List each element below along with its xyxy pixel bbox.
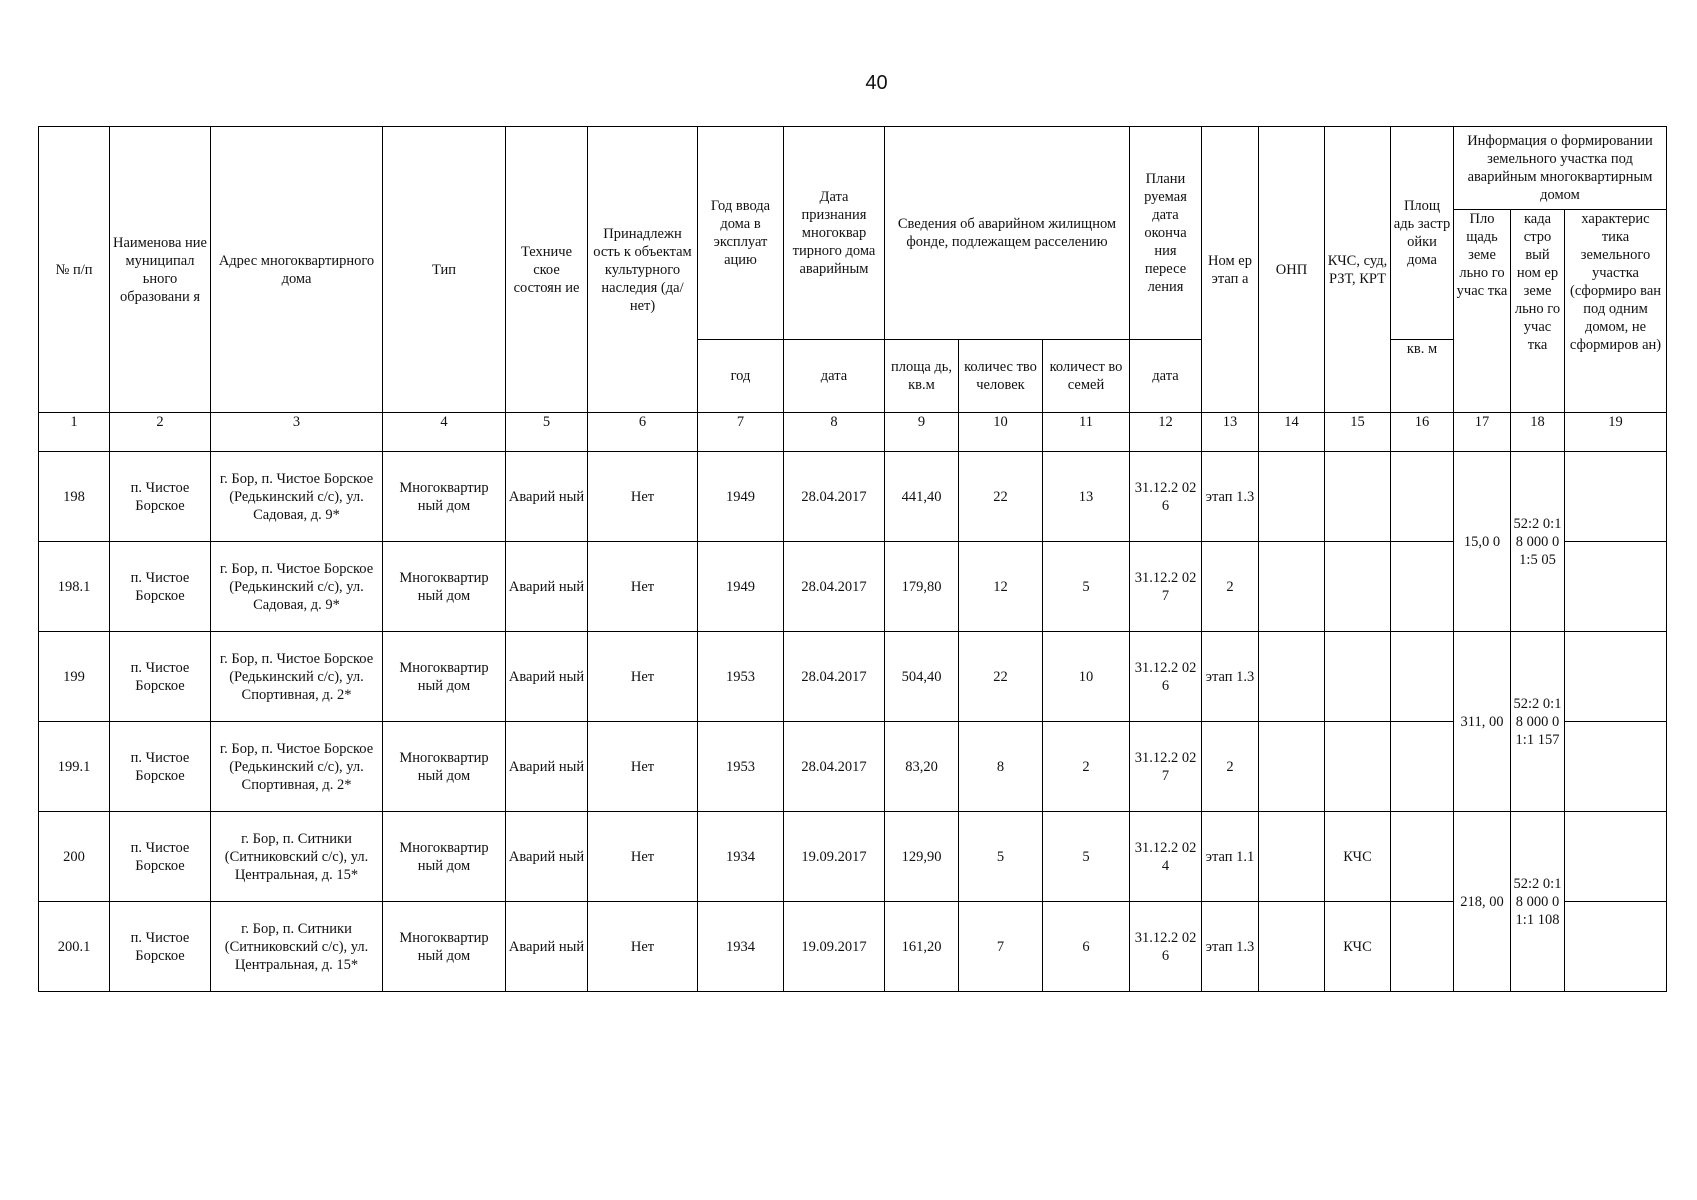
header-planned-date: Плани руемая дата оконча ния пересе ления xyxy=(1130,127,1202,340)
table-row xyxy=(39,632,1667,722)
cell-kchs xyxy=(1325,632,1391,722)
cell-municipality: п. Чистое Борское xyxy=(110,722,211,812)
cell-technical-state: Аварий ный xyxy=(506,722,588,812)
header-address: Адрес многоквартирного дома xyxy=(211,127,383,413)
unit-people: количес тво человек xyxy=(959,340,1043,413)
cell-address: г. Бор, п. Чистое Борское (Редькинский с/с), ул. Садовая, д. 9* xyxy=(211,452,383,542)
table-row xyxy=(39,452,1667,542)
cell-commission-year: 1949 xyxy=(698,542,784,632)
column-number: 14 xyxy=(1259,413,1325,452)
cell-area: 441,40 xyxy=(885,452,959,542)
column-number: 3 xyxy=(211,413,383,452)
cell-family-count: 10 xyxy=(1043,632,1130,722)
cell-plot-characteristic xyxy=(1565,632,1667,722)
cell-house-type: Многоквартир ный дом xyxy=(383,902,506,992)
header-cadastral-number: када стро вый ном ер земе льно го учас тка xyxy=(1511,210,1565,413)
header-emergency-date: Дата признания многоквар тирного дома аварийным xyxy=(784,127,885,340)
cell-heritage: Нет xyxy=(588,722,698,812)
cell-cadastral-number: 52:2 0:18 000 01:5 05 xyxy=(1511,452,1565,632)
cell-building-area xyxy=(1391,452,1454,542)
header-building-area: Площ адь застр ойки дома xyxy=(1391,127,1454,340)
cell-address: г. Бор, п. Ситники (Ситниковский с/с), ул. Центральная, д. 15* xyxy=(211,902,383,992)
cell-address: г. Бор, п. Чистое Борское (Редькинский с/с), ул. Спортивная, д. 2* xyxy=(211,722,383,812)
cell-people-count: 7 xyxy=(959,902,1043,992)
cell-plot-area: 15,0 0 xyxy=(1454,452,1511,632)
column-number: 8 xyxy=(784,413,885,452)
cell-address: г. Бор, п. Чистое Борское (Редькинский с/с), ул. Спортивная, д. 2* xyxy=(211,632,383,722)
column-number: 5 xyxy=(506,413,588,452)
cell-people-count: 8 xyxy=(959,722,1043,812)
cell-family-count: 5 xyxy=(1043,812,1130,902)
cell-stage: этап 1.3 xyxy=(1202,902,1259,992)
cell-emergency-date: 28.04.2017 xyxy=(784,632,885,722)
column-number: 6 xyxy=(588,413,698,452)
cell-plot-characteristic xyxy=(1565,902,1667,992)
cell-technical-state: Аварий ный xyxy=(506,812,588,902)
cell-plot-characteristic xyxy=(1565,722,1667,812)
cell-emergency-date: 28.04.2017 xyxy=(784,452,885,542)
cell-people-count: 5 xyxy=(959,812,1043,902)
cell-people-count: 22 xyxy=(959,632,1043,722)
cell-cadastral-number: 52:2 0:18 000 01:1 108 xyxy=(1511,812,1565,992)
cell-onp xyxy=(1259,722,1325,812)
cell-plot-characteristic xyxy=(1565,542,1667,632)
cell-commission-year: 1934 xyxy=(698,902,784,992)
cell-heritage: Нет xyxy=(588,542,698,632)
cell-building-area xyxy=(1391,632,1454,722)
cell-family-count: 13 xyxy=(1043,452,1130,542)
cell-stage: 2 xyxy=(1202,722,1259,812)
cell-people-count: 22 xyxy=(959,452,1043,542)
column-number: 12 xyxy=(1130,413,1202,452)
table-row xyxy=(39,902,1667,992)
cell-technical-state: Аварий ный xyxy=(506,452,588,542)
cell-municipality: п. Чистое Борское xyxy=(110,812,211,902)
column-number: 13 xyxy=(1202,413,1259,452)
header-plot-characteristic: характерис тика земельного участка (сформиро ван под одним домом, не сформиров ан) xyxy=(1565,210,1667,413)
unit-building-area: кв. м xyxy=(1391,340,1454,413)
cell-commission-year: 1953 xyxy=(698,722,784,812)
header-emergency-fund-info: Сведения об аварийном жилищном фонде, подлежащем расселению xyxy=(885,127,1130,340)
cell-kchs xyxy=(1325,722,1391,812)
cell-building-area xyxy=(1391,812,1454,902)
cell-technical-state: Аварий ный xyxy=(506,902,588,992)
cell-plot-area: 218, 00 xyxy=(1454,812,1511,992)
column-number: 17 xyxy=(1454,413,1511,452)
cell-plot-characteristic xyxy=(1565,452,1667,542)
cell-onp xyxy=(1259,812,1325,902)
header-stage-number: Ном ер этап а xyxy=(1202,127,1259,413)
cell-stage: этап 1.1 xyxy=(1202,812,1259,902)
cell-technical-state: Аварий ный xyxy=(506,542,588,632)
column-number: 2 xyxy=(110,413,211,452)
cell-planned-date: 31.12.2 027 xyxy=(1130,722,1202,812)
cell-onp xyxy=(1259,632,1325,722)
cell-emergency-date: 19.09.2017 xyxy=(784,902,885,992)
cell-planned-date: 31.12.2 024 xyxy=(1130,812,1202,902)
cell-people-count: 12 xyxy=(959,542,1043,632)
cell-row-number: 198.1 xyxy=(39,542,110,632)
unit-planned-date: дата xyxy=(1130,340,1202,413)
cell-house-type: Многоквартир ный дом xyxy=(383,542,506,632)
cell-house-type: Многоквартир ный дом xyxy=(383,812,506,902)
cell-heritage: Нет xyxy=(588,812,698,902)
cell-emergency-date: 28.04.2017 xyxy=(784,722,885,812)
header-cultural-heritage: Принадлежн ость к объектам культурного наследия (да/нет) xyxy=(588,127,698,413)
cell-kchs xyxy=(1325,452,1391,542)
cell-building-area xyxy=(1391,722,1454,812)
cell-kchs xyxy=(1325,542,1391,632)
header-plot-area: Пло щадь земе льно го учас тка xyxy=(1454,210,1511,413)
unit-families: количест во семей xyxy=(1043,340,1130,413)
cell-planned-date: 31.12.2 026 xyxy=(1130,632,1202,722)
cell-building-area xyxy=(1391,902,1454,992)
cell-kchs: КЧС xyxy=(1325,902,1391,992)
cell-family-count: 2 xyxy=(1043,722,1130,812)
cell-onp xyxy=(1259,542,1325,632)
cell-area: 161,20 xyxy=(885,902,959,992)
cell-onp xyxy=(1259,902,1325,992)
cell-family-count: 5 xyxy=(1043,542,1130,632)
cell-area: 179,80 xyxy=(885,542,959,632)
column-number: 19 xyxy=(1565,413,1667,452)
cell-onp xyxy=(1259,452,1325,542)
cell-house-type: Многоквартир ный дом xyxy=(383,452,506,542)
cell-area: 504,40 xyxy=(885,632,959,722)
header-onp: ОНП xyxy=(1259,127,1325,413)
table-row xyxy=(39,542,1667,632)
column-number: 1 xyxy=(39,413,110,452)
cell-municipality: п. Чистое Борское xyxy=(110,542,211,632)
cell-municipality: п. Чистое Борское xyxy=(110,632,211,722)
cell-row-number: 199.1 xyxy=(39,722,110,812)
cell-stage: 2 xyxy=(1202,542,1259,632)
unit-area: площа дь, кв.м xyxy=(885,340,959,413)
header-kchs: КЧС, суд, РЗТ, КРТ xyxy=(1325,127,1391,413)
cell-planned-date: 31.12.2 026 xyxy=(1130,902,1202,992)
column-number: 16 xyxy=(1391,413,1454,452)
cell-emergency-date: 19.09.2017 xyxy=(784,812,885,902)
cell-plot-characteristic xyxy=(1565,812,1667,902)
cell-area: 129,90 xyxy=(885,812,959,902)
column-number: 11 xyxy=(1043,413,1130,452)
cell-cadastral-number: 52:2 0:18 000 01:1 157 xyxy=(1511,632,1565,812)
unit-date: дата xyxy=(784,340,885,413)
cell-address: г. Бор, п. Чистое Борское (Редькинский с/с), ул. Садовая, д. 9* xyxy=(211,542,383,632)
cell-area: 83,20 xyxy=(885,722,959,812)
cell-heritage: Нет xyxy=(588,452,698,542)
column-number: 7 xyxy=(698,413,784,452)
column-number: 9 xyxy=(885,413,959,452)
cell-commission-year: 1934 xyxy=(698,812,784,902)
column-number: 18 xyxy=(1511,413,1565,452)
cell-commission-year: 1953 xyxy=(698,632,784,722)
cell-heritage: Нет xyxy=(588,632,698,722)
table-row xyxy=(39,812,1667,902)
cell-municipality: п. Чистое Борское xyxy=(110,452,211,542)
unit-year: год xyxy=(698,340,784,413)
cell-plot-area: 311, 00 xyxy=(1454,632,1511,812)
column-number: 10 xyxy=(959,413,1043,452)
cell-planned-date: 31.12.2 027 xyxy=(1130,542,1202,632)
cell-municipality: п. Чистое Борское xyxy=(110,902,211,992)
cell-stage: этап 1.3 xyxy=(1202,452,1259,542)
cell-row-number: 200.1 xyxy=(39,902,110,992)
cell-house-type: Многоквартир ный дом xyxy=(383,722,506,812)
cell-stage: этап 1.3 xyxy=(1202,632,1259,722)
header-commission-year: Год ввода дома в эксплуат ацию xyxy=(698,127,784,340)
cell-building-area xyxy=(1391,542,1454,632)
emergency-housing-table xyxy=(38,126,1667,992)
header-row-number: № п/п xyxy=(39,127,110,413)
cell-emergency-date: 28.04.2017 xyxy=(784,542,885,632)
cell-family-count: 6 xyxy=(1043,902,1130,992)
cell-row-number: 200 xyxy=(39,812,110,902)
header-land-plot-info: Информация о формировании земельного участка под аварийным многоквартирным домом xyxy=(1454,127,1667,210)
cell-row-number: 198 xyxy=(39,452,110,542)
cell-technical-state: Аварий ный xyxy=(506,632,588,722)
cell-kchs: КЧС xyxy=(1325,812,1391,902)
cell-heritage: Нет xyxy=(588,902,698,992)
column-number: 15 xyxy=(1325,413,1391,452)
column-numbers-row xyxy=(39,413,1667,452)
column-number: 4 xyxy=(383,413,506,452)
table-row xyxy=(39,722,1667,812)
cell-house-type: Многоквартир ный дом xyxy=(383,632,506,722)
cell-row-number: 199 xyxy=(39,632,110,722)
cell-commission-year: 1949 xyxy=(698,452,784,542)
page-number: 40 xyxy=(865,72,888,94)
cell-planned-date: 31.12.2 026 xyxy=(1130,452,1202,542)
header-technical-state: Техниче ское состоян ие xyxy=(506,127,588,413)
header-type: Тип xyxy=(383,127,506,413)
cell-address: г. Бор, п. Ситники (Ситниковский с/с), ул. Центральная, д. 15* xyxy=(211,812,383,902)
header-municipality: Наименова ние муниципал ьного образовани я xyxy=(110,127,211,413)
